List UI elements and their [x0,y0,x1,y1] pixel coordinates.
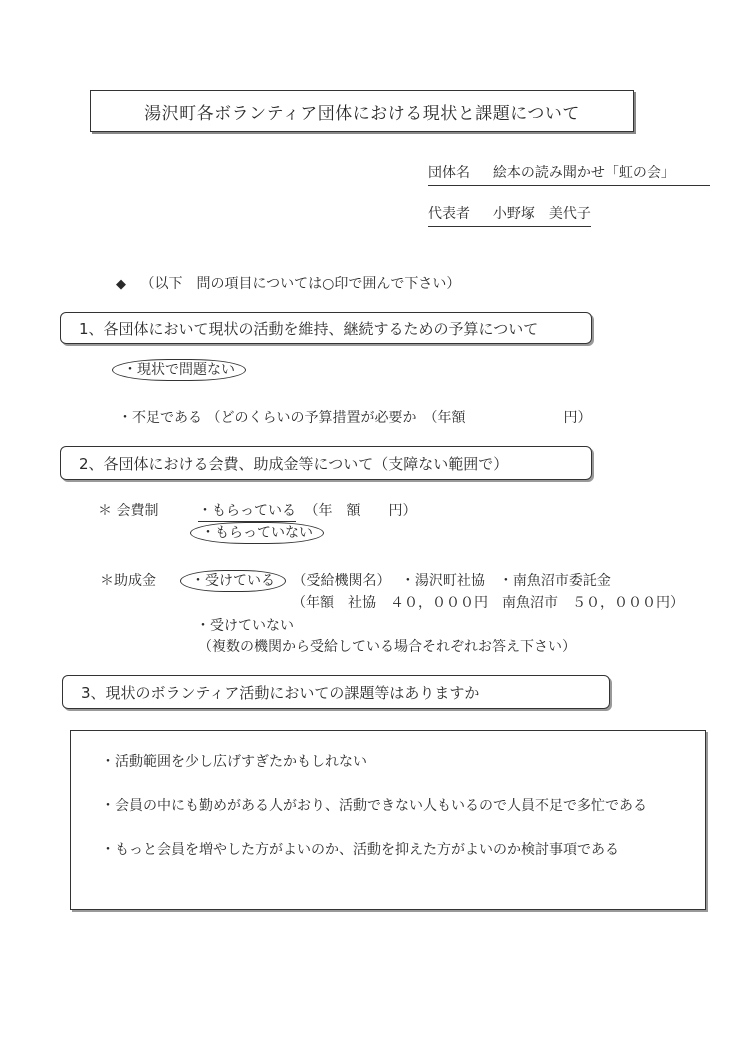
fee-option-none [190,522,324,542]
instruction-line [116,273,460,293]
question-1-heading: 1、各団体において現状の活動を維持、継続するための予算について [79,319,539,338]
group-name-line [428,162,710,186]
fee-option-amount-note: （年 額 円） [304,503,417,519]
diamond-icon: ◆ [116,277,126,292]
grant-label: ＊助成金 [100,573,156,589]
fee-option-receive-text: ・もらっている [198,503,296,522]
fee-option-none-circled: ・もらっていない [190,522,324,544]
q1-option-short-text: ・不足である （どのくらいの予算措置が必要か （年額 円） [118,410,592,426]
question-3-heading: 3、現状のボランティア活動においての課題等はありますか [81,683,480,702]
document-title [90,90,634,132]
answer-item: ・活動範囲を少し広げすぎたかもしれない [101,754,367,770]
instruction-text: （以下 問の項目については○印で囲んで下さい） [140,276,461,292]
q1-option-ok [112,359,246,379]
grant-option-none: ・受けていない [196,618,294,634]
grant-option-receive [180,570,611,590]
question-2-heading-box [60,446,592,480]
group-name: 絵本の読み聞かせ「虹の会」 [492,165,675,181]
representative-name: 小野塚 美代子 [492,206,591,222]
grant-agency-label: （受給機関名） [292,573,391,589]
question-1-heading-box [60,312,592,344]
grant-option-receive-circled: ・受けている [180,570,286,592]
fee-label: ＊ 会費制 [98,503,159,519]
representative-label: 代表者 [428,206,470,222]
answer-item: ・会員の中にも勤めがある人がおり、活動できない人もいるので人員不足で多忙である [101,798,647,814]
q1-option-ok-circled: ・現状で問題ない [112,359,246,381]
question-2-heading: 2、各団体における会費、助成金等について（支障ない範囲で） [79,454,509,473]
question-3-heading-box [62,675,610,709]
group-label: 団体名 [428,165,470,181]
grant-note: （複数の機関から受給している場合それぞれお答え下さい） [198,639,576,655]
title-text: 湯沢町各ボランティア団体における現状と課題について [144,103,580,124]
answer-item: ・もっと会員を増やした方がよいのか、活動を抑えた方がよいのか検討事項である [101,842,619,858]
representative-line [428,203,591,227]
fee-option-receive [198,500,416,520]
grant-amounts: （年額 社協 ４０，０００円 南魚沼市 ５０，０００円） [292,595,684,611]
q1-option-short [118,407,591,427]
grant-agencies: ・湯沢町社協 ・南魚沼市委託金 [400,573,611,589]
answer-box [70,730,706,910]
